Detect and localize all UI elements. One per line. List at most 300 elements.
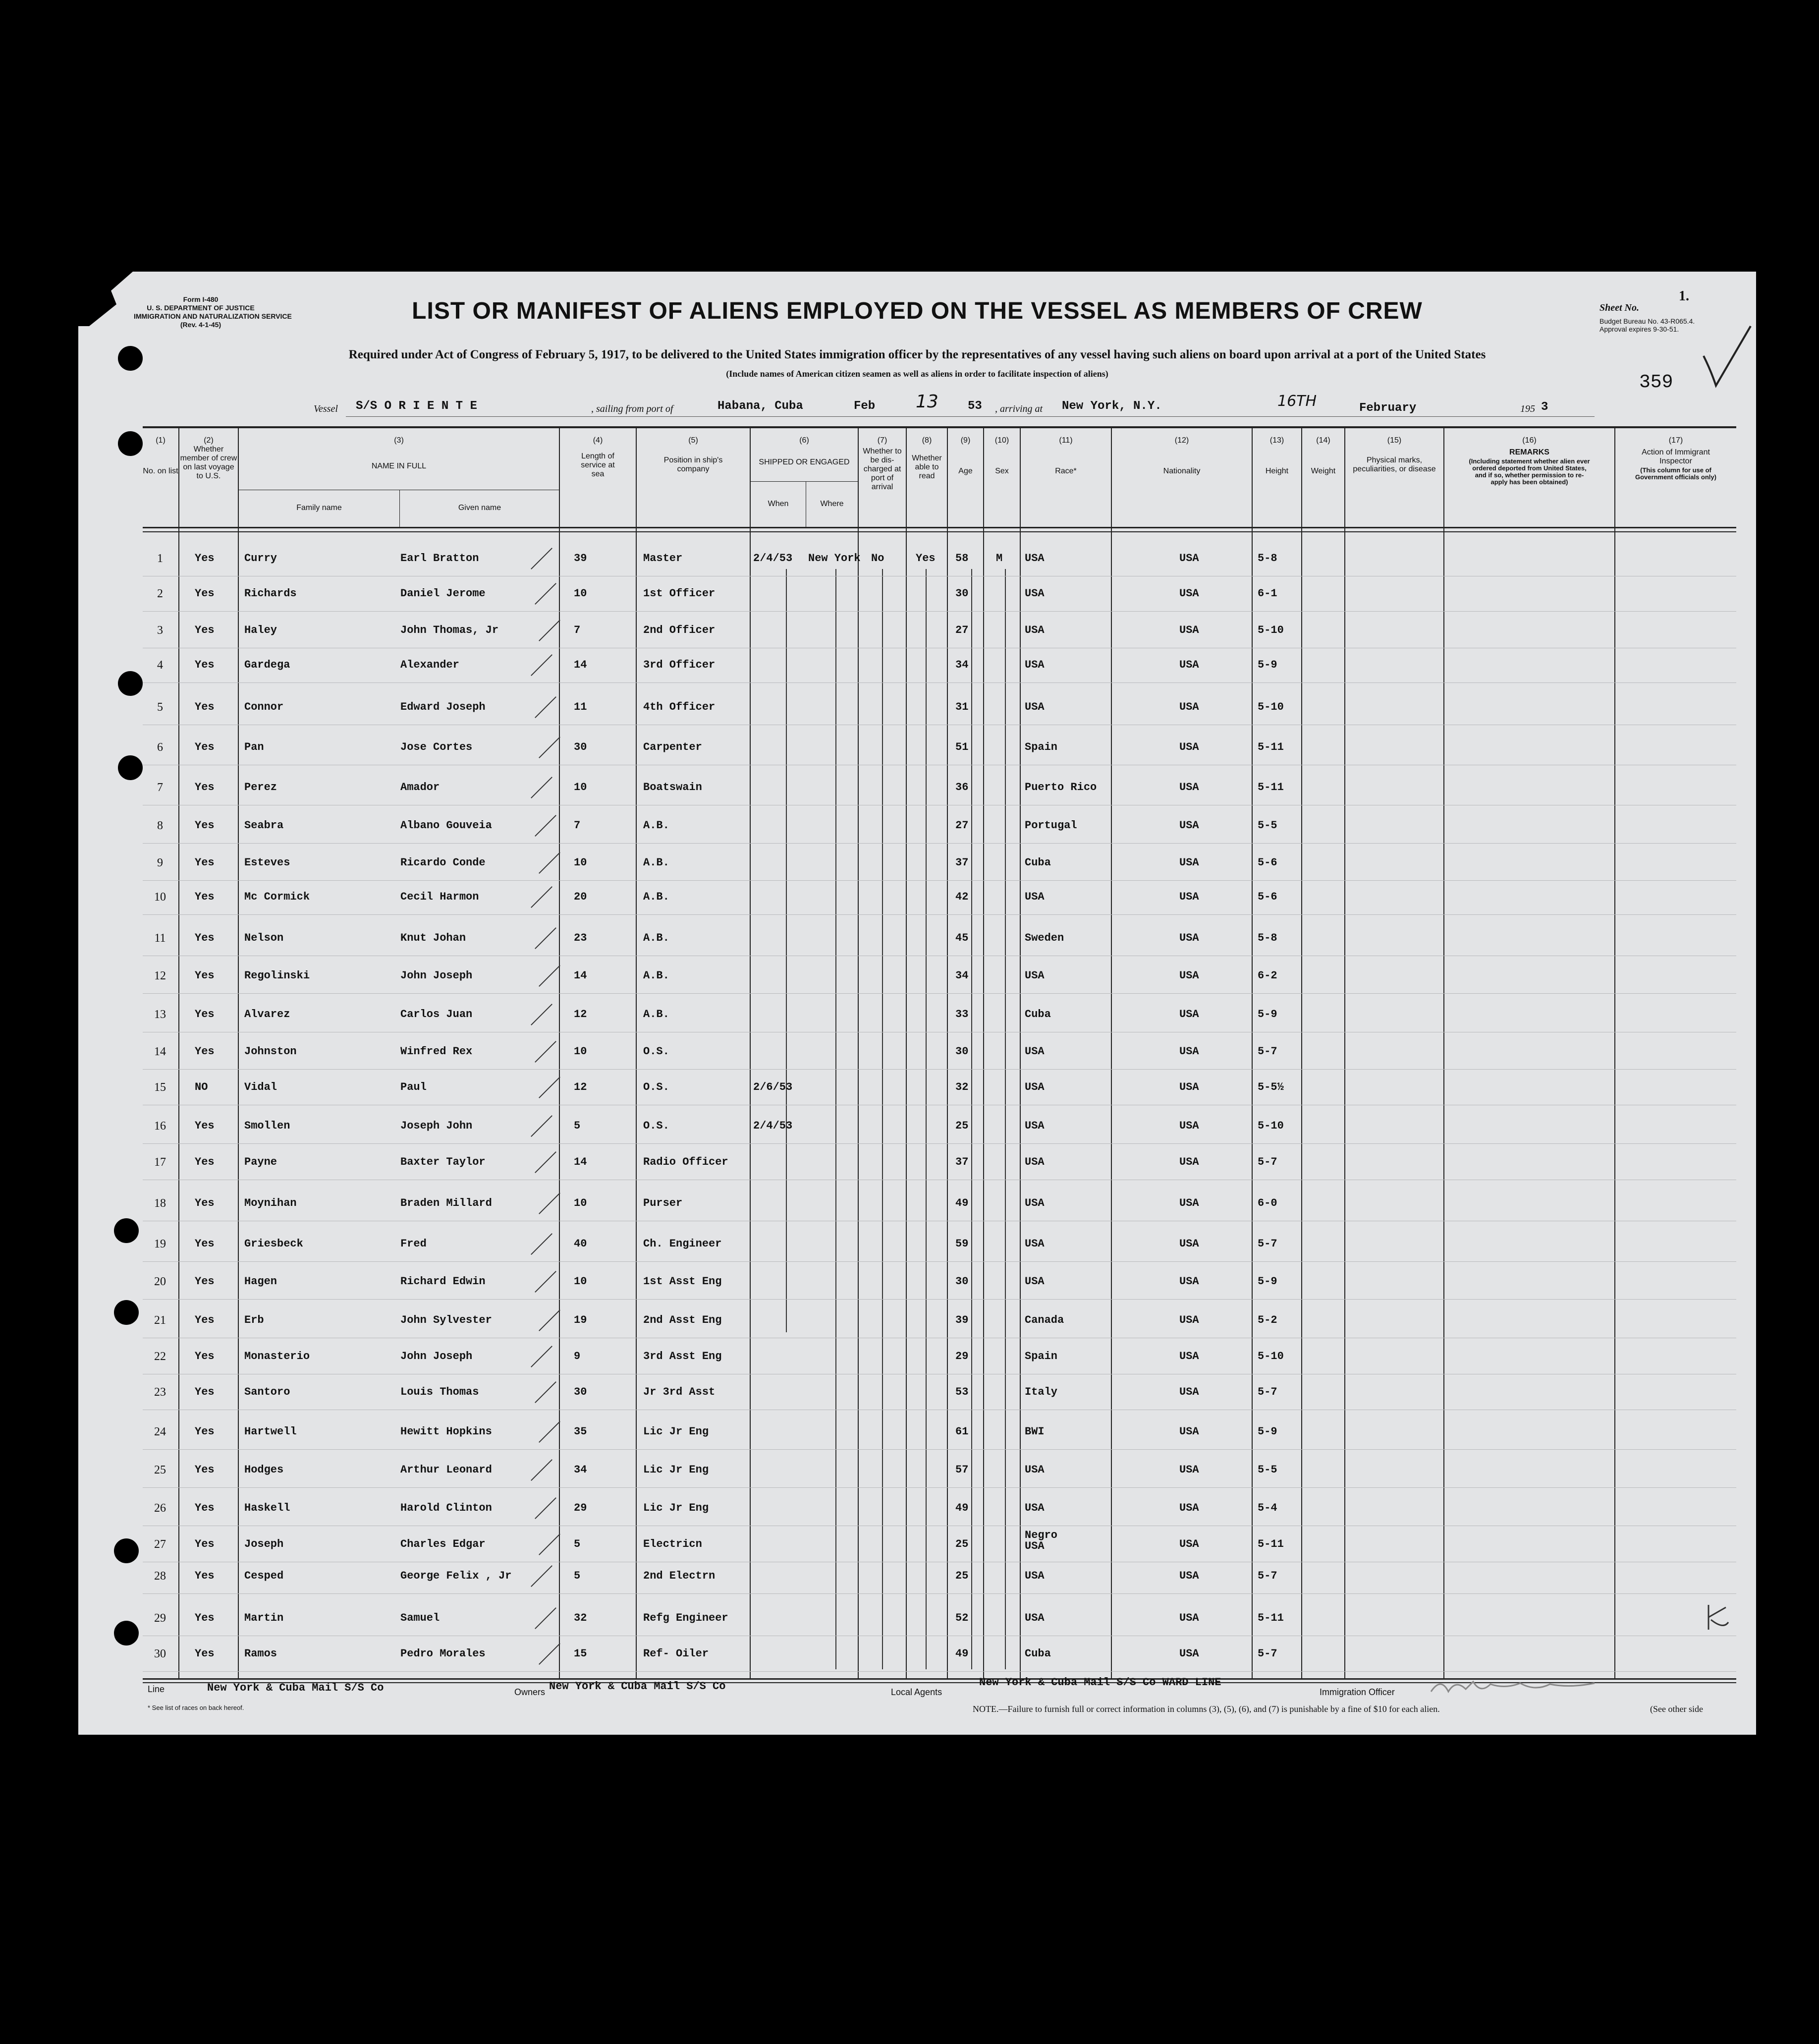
cell-no: 26 [154,1502,166,1515]
cell-position: Master [643,552,683,565]
punch-hole [114,1538,139,1563]
cell-sex: M [996,552,1003,565]
cell-service: 30 [574,741,587,753]
cell-service: 29 [574,1502,587,1514]
sail-day: 13 [916,392,938,412]
cell-nationality: USA [1179,1464,1199,1476]
cell-given: Carlos Juan [400,1008,473,1021]
cell-given: Albano Gouveia [400,819,492,832]
cell-service: 9 [574,1350,581,1363]
cell-no: 21 [154,1314,166,1327]
cell-family: Vidal [244,1081,277,1093]
cell-crew: Yes [195,701,215,713]
cell-race: USA [1025,552,1045,565]
cell-age: 39 [955,1314,969,1326]
cell-given: Alexander [400,659,459,671]
cell-height: 5-7 [1258,1647,1277,1660]
cell-height: 5-11 [1258,1538,1284,1550]
cell-nationality: USA [1179,741,1199,753]
page-title: LIST OR MANIFEST OF ALIENS EMPLOYED ON THE VESSEL AS MEMBERS OF CREW [412,298,1423,324]
cell-given: Daniel Jerome [400,587,486,600]
row-rule [143,682,1736,683]
cell-family: Perez [244,781,277,794]
cell-nationality: USA [1179,819,1199,832]
row-rule [143,993,1736,994]
cell-no: 6 [157,741,163,754]
cell-position: 2nd Electrn [643,1570,716,1582]
cell-nationality: USA [1179,1538,1199,1550]
cell-age: 27 [955,624,969,636]
cell-crew: Yes [195,969,215,982]
cell-nationality: USA [1179,659,1199,671]
check-tick-icon [539,1309,560,1331]
cell-age: 42 [955,891,969,903]
cell-nationality: USA [1179,1156,1199,1168]
check-tick-icon [539,965,560,987]
col-header-crew: (2) Whether member of crew on last voyage to U.S. [180,436,237,480]
cell-age: 37 [955,856,969,869]
cell-position: 3rd Asst Eng [643,1350,722,1363]
cell-height: 5-9 [1258,1008,1277,1021]
cell-crew: Yes [195,741,215,753]
col-header-read: (8) Whether able to read [912,436,942,480]
cell-no: 1 [157,552,163,565]
cell-family: Santoro [244,1386,290,1398]
col-header-no: (1) No. on list [143,436,178,475]
check-tick-icon [535,1041,556,1063]
check-tick-icon [539,1533,560,1555]
cell-height: 5-9 [1258,659,1277,671]
cell-when: 2/4/53 [753,552,793,565]
cell-race: USA [1025,701,1045,713]
col-header-name: (3) NAME IN FULL [371,436,427,470]
cell-no: 2 [157,587,163,600]
cell-family: Mc Cormick [244,891,310,903]
cell-age: 49 [955,1502,969,1514]
cell-given: Braden Millard [400,1197,492,1209]
cell-race: USA [1025,659,1045,671]
cell-nationality: USA [1179,587,1199,600]
cell-given: Edward Joseph [400,701,486,713]
cell-height: 5-10 [1258,1120,1284,1132]
cell-age: 49 [955,1197,969,1209]
cell-no: 22 [154,1350,166,1363]
manifest-sheet [78,272,1756,1735]
cell-age: 34 [955,969,969,982]
cell-family: Haley [244,624,277,636]
cell-race: USA [1025,1045,1045,1058]
cell-position: 1st Asst Eng [643,1275,722,1288]
cell-height: 5-4 [1258,1502,1277,1514]
cell-no: 17 [154,1156,166,1169]
footer-owners-label: Owners [514,1687,546,1697]
cell-family: Moynihan [244,1197,297,1209]
budget-note [1599,317,1695,333]
footer-other-side: (See other side [1650,1704,1703,1714]
cell-given: John Joseph [400,1350,473,1363]
cell-service: 5 [574,1120,581,1132]
cell-height: 5-10 [1258,701,1284,713]
cell-nationality: USA [1179,1647,1199,1660]
check-tick-icon [535,696,556,718]
check-tick-icon [539,1192,560,1214]
department: U. S. DEPARTMENT OF JUSTICE [147,304,255,312]
col-header-when: When [768,500,789,508]
cell-crew: Yes [195,819,215,832]
cell-position: Ref- Oiler [643,1647,709,1660]
punch-hole [114,1621,139,1646]
cell-family: Cesped [244,1570,284,1582]
row-rule [143,611,1736,612]
cell-race: USA [1025,624,1045,636]
cell-service: 39 [574,552,587,565]
check-tick-icon [535,1607,556,1629]
cell-given: Jose Cortes [400,741,473,753]
cell-race: USA [1025,1238,1045,1250]
cell-height: 5-9 [1258,1425,1277,1438]
cell-height: 5-5½ [1258,1081,1284,1093]
subnote: (Include names of American citizen seamen as well as aliens in order to facilitate inspection of aliens) [726,369,1108,379]
check-tick-icon [531,777,552,798]
cell-no: 13 [154,1008,166,1021]
cell-no: 19 [154,1238,166,1250]
check-tick-icon [539,737,560,758]
cell-height: 6-2 [1258,969,1277,982]
cell-family: Gardega [244,659,290,671]
cell-family: Hartwell [244,1425,297,1438]
cell-age: 58 [955,552,969,565]
check-tick-icon [531,1115,552,1137]
cell-position: O.S. [643,1120,669,1132]
cell-family: Seabra [244,819,284,832]
cell-height: 5-9 [1258,1275,1277,1288]
cell-service: 10 [574,1045,587,1058]
cell-position: O.S. [643,1045,669,1058]
cell-no: 15 [154,1081,166,1094]
cell-service: 20 [574,891,587,903]
sheet-number: 1. [1679,288,1689,304]
cell-given: Pedro Morales [400,1647,486,1660]
cell-service: 14 [574,659,587,671]
revision: (Rev. 4-1-45) [180,321,221,329]
cell-race: Spain [1025,741,1058,753]
row-rule [143,914,1736,915]
cell-race: USA [1025,1081,1045,1093]
row-rule [143,1449,1736,1450]
cell-given: Cecil Harmon [400,891,479,903]
cell-crew: NO [195,1081,208,1093]
punch-hole [118,431,143,456]
row-rule [143,1671,1736,1672]
check-tick-icon [539,620,560,641]
cell-family: Curry [244,552,277,565]
cell-given: Fred [400,1238,427,1250]
cell-given: John Sylvester [400,1314,492,1326]
cell-height: 5-7 [1258,1570,1277,1582]
cell-service: 23 [574,932,587,944]
cell-family: Pan [244,741,264,753]
col-header-height: (13) Height [1265,436,1289,475]
cell-position: 4th Officer [643,701,716,713]
cell-nationality: USA [1179,1350,1199,1363]
cell-crew: Yes [195,1008,215,1021]
cell-service: 14 [574,1156,587,1168]
cell-given: Richard Edwin [400,1275,486,1288]
cell-position: Refg Engineer [643,1612,728,1624]
cell-crew: Yes [195,1538,215,1550]
col-header-race: (11) Race* [1055,436,1077,475]
check-tick-icon [531,1233,552,1255]
check-tick-icon [531,548,552,569]
cell-given: Arthur Leonard [400,1464,492,1476]
check-mark-icon [1699,316,1753,391]
cell-nationality: USA [1179,781,1199,794]
cell-nationality: USA [1179,1502,1199,1514]
cell-family: Johnston [244,1045,297,1058]
port-to: New York, N.Y. [1062,399,1162,413]
cell-race: USA [1025,891,1045,903]
cell-service: 34 [574,1464,587,1476]
row-rule [143,1143,1736,1144]
cell-crew: Yes [195,856,215,869]
form-number: Form I-480 [183,295,219,303]
cell-no: 12 [154,969,166,982]
cell-family: Smollen [244,1120,290,1132]
cell-age: 36 [955,781,969,794]
cell-nationality: USA [1179,932,1199,944]
col-header-position: (5) Position in ship's company [663,436,723,473]
cell-height: 5-7 [1258,1238,1277,1250]
cell-crew: Yes [195,1238,215,1250]
cell-service: 14 [574,969,587,982]
cell-age: 25 [955,1570,969,1582]
cell-where: New York [808,552,861,565]
cell-family: Esteves [244,856,290,869]
cell-service: 12 [574,1008,587,1021]
cell-when: 2/6/53 [753,1081,793,1093]
footer-officer-label: Immigration Officer [1320,1687,1395,1697]
cell-age: 51 [955,741,969,753]
cell-service: 10 [574,587,587,600]
cell-family: Haskell [244,1502,290,1514]
sheet-label: Sheet No. [1599,302,1639,313]
cell-race: Cuba [1025,1008,1051,1021]
check-tick-icon [535,583,556,605]
cell-crew: Yes [195,1314,215,1326]
cell-crew: Yes [195,891,215,903]
cell-family: Connor [244,701,284,713]
cell-height: 5-2 [1258,1314,1277,1326]
cell-no: 3 [157,624,163,637]
cell-family: Monasterio [244,1350,310,1363]
cell-age: 49 [955,1647,969,1660]
vessel-label: Vessel [314,403,338,414]
cell-age: 30 [955,1045,969,1058]
cell-given: Amador [400,781,440,794]
cell-family: Richards [244,587,297,600]
cell-nationality: USA [1179,1314,1199,1326]
cell-height: 5-11 [1258,781,1284,794]
cell-crew: Yes [195,1350,215,1363]
cell-position: Purser [643,1197,683,1209]
cell-given: Louis Thomas [400,1386,479,1398]
col-header-where: Where [820,500,844,508]
cell-family: Nelson [244,932,284,944]
cell-race: Puerto Rico [1025,781,1097,794]
cell-service: 40 [574,1238,587,1250]
cell-given: Earl Bratton [400,552,479,565]
cell-age: 59 [955,1238,969,1250]
cell-age: 33 [955,1008,969,1021]
cell-crew: Yes [195,624,215,636]
cell-age: 34 [955,659,969,671]
cell-race: Portugal [1025,819,1077,832]
col-header-remarks: (16) REMARKS (Including statement whether alien ever ordered deported from United States, and if so, whether permission to re-apply has been obtained) [1469,436,1590,486]
cell-no: 4 [157,659,163,672]
cell-nationality: USA [1179,552,1199,565]
cell-height: 5-11 [1258,741,1284,753]
cell-height: 6-1 [1258,587,1277,600]
check-tick-icon [531,654,552,676]
cell-position: O.S. [643,1081,669,1093]
col-header-shipped: (6) SHIPPED OR ENGAGED [759,436,850,466]
cell-age: 53 [955,1386,969,1398]
check-tick-icon [539,1077,560,1098]
officer-signature [1426,1674,1604,1699]
page-number: 359 [1639,372,1673,393]
arrive-year-prefix: 195 [1520,403,1535,414]
cell-race: USA [1025,1502,1045,1514]
cell-service: 10 [574,856,587,869]
cell-family: Griesbeck [244,1238,303,1250]
cell-family: Alvarez [244,1008,290,1021]
cell-given: John Joseph [400,969,473,982]
cell-nationality: USA [1179,1570,1199,1582]
col-header-family: Family name [296,504,342,512]
col-header-sex: (10) Sex [994,436,1009,475]
cell-nationality: USA [1179,1425,1199,1438]
cell-position: A.B. [643,819,669,832]
cell-no: 25 [154,1464,166,1476]
cell-nationality: USA [1179,1612,1199,1624]
cell-crew: Yes [195,1612,215,1624]
cell-position: A.B. [643,891,669,903]
cell-nationality: USA [1179,1197,1199,1209]
cell-race: BWI [1025,1425,1045,1438]
row-rule [143,1299,1736,1300]
arrive-month: February [1359,401,1417,415]
check-tick-icon [531,886,552,908]
cell-family: Erb [244,1314,264,1326]
cell-position: A.B. [643,1008,669,1021]
cell-crew: Yes [195,1045,215,1058]
cell-no: 7 [157,781,163,794]
sail-year: 53 [968,399,982,413]
cell-position: 3rd Officer [643,659,716,671]
col-header-physical: (15) Physical marks, peculiarities, or disease [1353,436,1436,473]
cell-family: Ramos [244,1647,277,1660]
cell-height: 5-5 [1258,819,1277,832]
cell-service: 7 [574,624,581,636]
footer-fine-note: NOTE.—Failure to furnish full or correct information in columns (3), (5), (6), and (7) is punishable by a fine of $10 for each alien. [973,1704,1440,1714]
cell-nationality: USA [1179,1275,1199,1288]
cell-given: Hewitt Hopkins [400,1425,492,1438]
cell-height: 5-8 [1258,552,1277,565]
cell-position: Boatswain [643,781,702,794]
cell-given: Winfred Rex [400,1045,473,1058]
cell-crew: Yes [195,1570,215,1582]
cell-no: 14 [154,1045,166,1058]
cell-service: 30 [574,1386,587,1398]
cell-crew: Yes [195,1120,215,1132]
cell-no: 16 [154,1120,166,1133]
cell-no: 8 [157,819,163,832]
cell-service: 35 [574,1425,587,1438]
cell-when: 2/4/53 [753,1120,793,1132]
cell-family: Payne [244,1156,277,1168]
cell-given: John Thomas, Jr [400,624,499,636]
cell-position: Electricn [643,1538,702,1550]
cell-position: Jr 3rd Asst [643,1386,716,1398]
cell-race: Negro USA [1025,1529,1058,1552]
subtitle: Required under Act of Congress of February 5, 1917, to be delivered to the United States immigration officer by the representatives of any vessel having such aliens on board upon arrival at a port of the United States [348,348,1486,361]
cell-given: Joseph John [400,1120,473,1132]
check-tick-icon [531,1459,552,1481]
cell-age: 37 [955,1156,969,1168]
col-header-discharged: (7) Whether to be dis-charged at port of arrival [863,436,902,491]
col-header-nationality: (12) Nationality [1163,436,1201,475]
check-tick-icon [539,852,560,874]
cell-height: 5-7 [1258,1156,1277,1168]
cell-race: USA [1025,1275,1045,1288]
cell-given: Ricardo Conde [400,856,486,869]
cell-service: 5 [574,1538,581,1550]
cell-position: 2nd Asst Eng [643,1314,722,1326]
cell-given: Charles Edgar [400,1538,486,1550]
cell-no: 11 [154,932,166,945]
cell-given: Paul [400,1081,427,1093]
margin-initials-icon [1699,1600,1738,1640]
cell-position: Ch. Engineer [643,1238,722,1250]
cell-given: Knut Johan [400,932,466,944]
row-rule [143,843,1736,844]
cell-given: Harold Clinton [400,1502,492,1514]
check-tick-icon [535,815,556,837]
cell-position: A.B. [643,856,669,869]
cell-race: Italy [1025,1386,1058,1398]
cell-no: 24 [154,1425,166,1438]
cell-no: 20 [154,1275,166,1288]
cell-crew: Yes [195,1275,215,1288]
footer-agents-value: New York & Cuba Mail S/S Co WARD LINE [979,1676,1221,1689]
col-header-given: Given name [458,504,501,512]
cell-nationality: USA [1179,1386,1199,1398]
cell-service: 11 [574,701,587,713]
cell-age: 31 [955,701,969,713]
sail-month: Feb [854,399,876,413]
cell-given: Samuel [400,1612,440,1624]
cell-nationality: USA [1179,969,1199,982]
cell-position: Lic Jr Eng [643,1464,709,1476]
cell-height: 5-8 [1258,932,1277,944]
check-tick-icon [535,1151,556,1173]
cell-age: 29 [955,1350,969,1363]
cell-no: 27 [154,1538,166,1551]
cell-age: 52 [955,1612,969,1624]
cell-age: 32 [955,1081,969,1093]
cell-height: 5-6 [1258,856,1277,869]
cell-race: Cuba [1025,856,1051,869]
